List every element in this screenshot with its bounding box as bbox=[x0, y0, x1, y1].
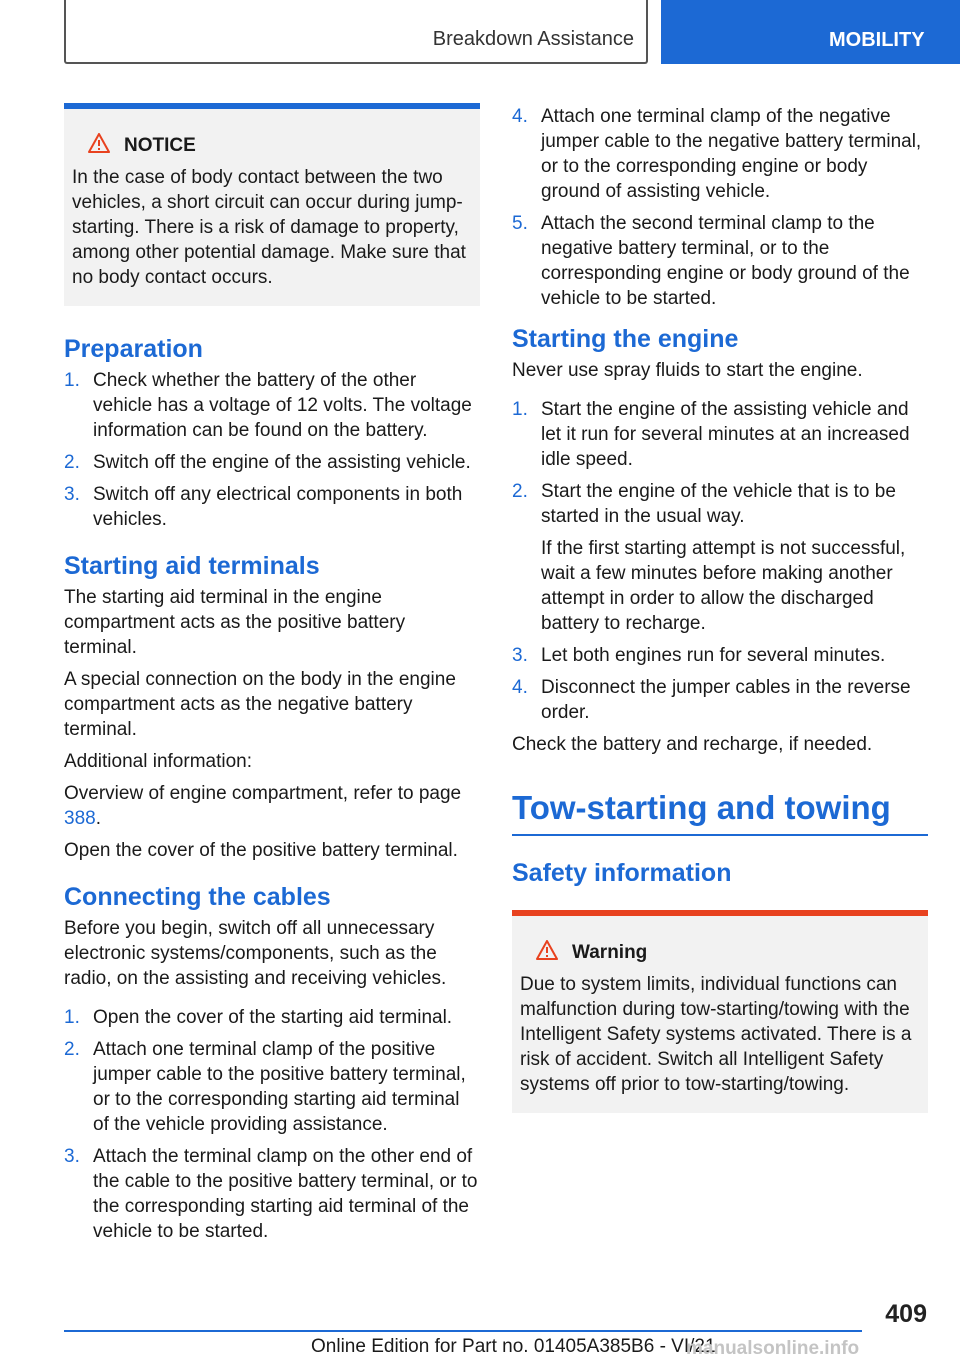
warning-title-text: Warning bbox=[572, 942, 648, 963]
footer-edition: Online Edition for Part no. 01405A385B6 - VI/21 bbox=[311, 1336, 716, 1357]
right-column bbox=[512, 104, 928, 1113]
list-item: 3. Switch off any electrical components in both vehicles. bbox=[64, 484, 463, 530]
starting-steps-continued bbox=[512, 643, 928, 725]
notice-title-text: NOTICE bbox=[124, 135, 196, 156]
footer-divider bbox=[64, 1330, 862, 1332]
left-column bbox=[64, 103, 480, 1251]
chapter-tab[interactable]: MOBILITY bbox=[661, 0, 960, 64]
heading-starting-engine: Starting the engine bbox=[512, 325, 739, 353]
list-item: 4. Attach one terminal clamp of the negative jumper cable to the negative battery terminal, or to the corresponding engine or body ground of assisting vehicle. bbox=[512, 106, 922, 202]
paragraph: Check the battery and recharge, if needed. bbox=[512, 734, 873, 755]
paragraph-page-reference: Overview of engine compartment, refer to page 388. bbox=[64, 783, 462, 829]
heading-starting-aid-terminals: Starting aid terminals bbox=[64, 552, 320, 580]
list-item: 2. Switch off the engine of the assisting vehicle. bbox=[64, 452, 471, 473]
heading-preparation: Preparation bbox=[64, 335, 203, 363]
paragraph: A special connection on the body in the engine compartment acts as the negative battery terminal. bbox=[64, 669, 456, 740]
heading-tow-starting: Tow-starting and towing bbox=[512, 788, 928, 836]
warning-title bbox=[520, 940, 920, 966]
list-item: 3. Let both engines run for several minutes. bbox=[512, 645, 886, 666]
starting-steps bbox=[512, 397, 928, 529]
section-title: Breakdown Assistance bbox=[432, 28, 634, 50]
notice-title bbox=[72, 133, 472, 159]
footer-watermark: manualsonline.info bbox=[686, 1338, 860, 1359]
list-item: 2. Attach one terminal clamp of the positive jumper cable to the positive battery terminal, or to the corresponding starting aid terminal of the vehicle providing assistance. bbox=[64, 1039, 466, 1135]
list-item: 1. Check whether the battery of the other vehicle has a voltage of 12 volts. The voltage information can be found on the battery. bbox=[64, 370, 472, 441]
cable-steps-continued bbox=[512, 104, 928, 311]
list-item: 5. Attach the second terminal clamp to the negative battery terminal, or to the corresponding engine or body ground of the vehicle to be started. bbox=[512, 213, 910, 309]
paragraph: Additional information: bbox=[64, 751, 252, 772]
cable-steps bbox=[64, 1005, 480, 1244]
step-note: If the first starting attempt is not successful, wait a few minutes before making another attempt in order to allow the discharged battery to recharge. bbox=[541, 538, 906, 634]
list-item: 1. Open the cover of the starting aid terminal. bbox=[64, 1007, 453, 1028]
paragraph: The starting aid terminal in the engine compartment acts as the positive battery terminal. bbox=[64, 587, 406, 658]
warning-text: Due to system limits, individual functions can malfunction during tow-starting/towing with the Intelligent Safety systems activated. There is a risk of accident. Switch all Intelligent Safety systems off prior to tow-starting/towing. bbox=[520, 974, 912, 1095]
notice-box bbox=[64, 103, 480, 306]
warning-box bbox=[512, 910, 928, 1113]
list-item: 3. Attach the terminal clamp on the other end of the cable to the positive battery terminal, or to the corresponding starting aid terminal of the vehicle to be started. bbox=[64, 1146, 478, 1242]
heading-connecting-cables: Connecting the cables bbox=[64, 883, 331, 911]
notice-text: In the case of body contact between the two vehicles, a short circuit can occur during jump-starting. There is a risk of damage to property, among other potential damage. Make sure that no body contact occurs. bbox=[72, 167, 466, 288]
list-item: 2. Start the engine of the vehicle that is to be started in the usual way. bbox=[512, 481, 896, 527]
paragraph: Never use spray fluids to start the engine. bbox=[512, 360, 863, 381]
page-number: 409 bbox=[885, 1300, 927, 1328]
list-item: 1. Start the engine of the assisting vehicle and let it run for several minutes at an increased idle speed. bbox=[512, 399, 910, 470]
preparation-steps bbox=[64, 368, 480, 532]
page-link[interactable]: 388 bbox=[64, 808, 96, 829]
warning-triangle-icon bbox=[88, 133, 110, 159]
warning-triangle-icon bbox=[536, 940, 558, 966]
paragraph: Before you begin, switch off all unnecessary electronic systems/components, such as the radio, on the assisting and receiving vehicles. bbox=[64, 918, 447, 989]
heading-safety-information: Safety information bbox=[512, 859, 732, 887]
list-item: 4. Disconnect the jumper cables in the reverse order. bbox=[512, 677, 911, 723]
paragraph: Open the cover of the positive battery terminal. bbox=[64, 840, 458, 861]
